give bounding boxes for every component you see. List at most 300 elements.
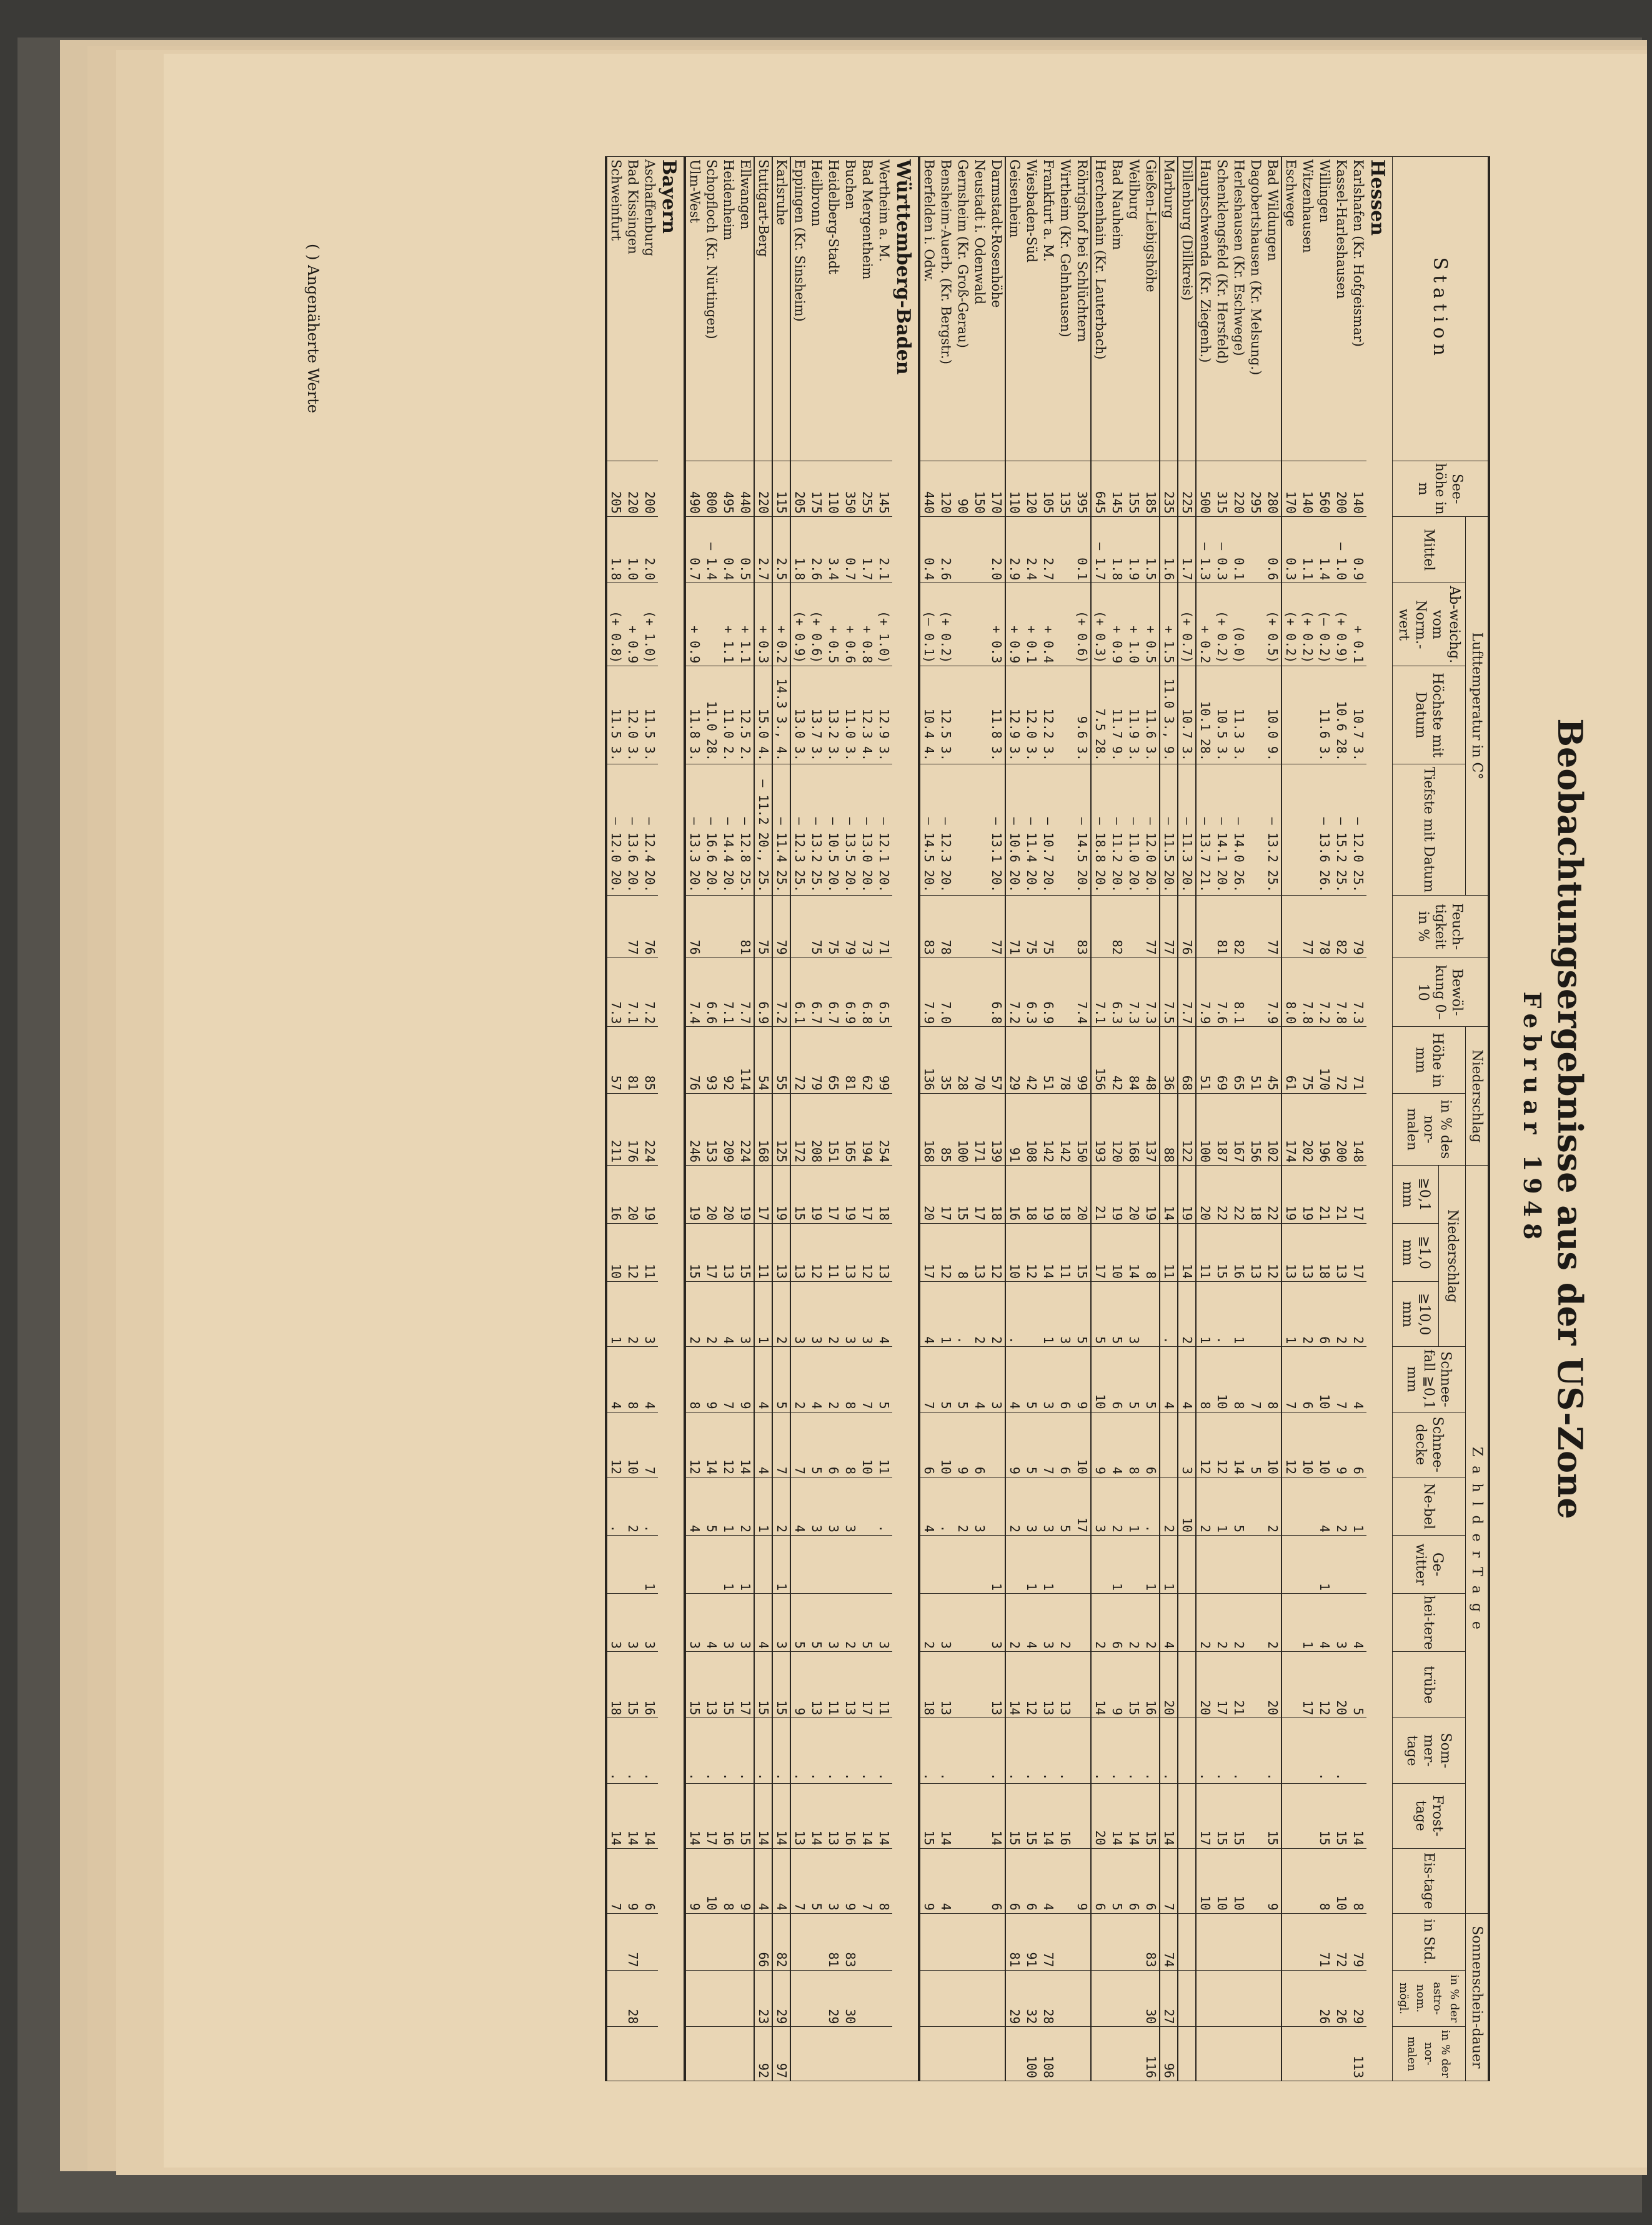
station-name: Herchenhain (Kr. Lauterbach) — [1091, 157, 1108, 461]
table-cell — [1073, 1718, 1091, 1783]
table-cell: 4 — [1316, 1477, 1333, 1535]
table-cell — [1057, 666, 1073, 764]
table-cell: 100 — [1196, 1093, 1213, 1165]
table-cell: 13 — [842, 1652, 858, 1718]
table-cell: 167 — [1230, 1093, 1247, 1165]
table-cell: . — [1213, 1718, 1230, 1783]
table-cell: 15 — [685, 1224, 703, 1282]
table-cell: 14 — [606, 1783, 624, 1848]
table-cell — [875, 1970, 892, 2027]
table-cell: 81 — [737, 896, 754, 958]
table-cell — [703, 1970, 720, 2027]
table-row — [1316, 157, 1333, 2081]
table-cell: 51 — [1196, 1027, 1213, 1093]
table-cell: 14 — [703, 1412, 720, 1477]
table-cell: 1 — [1040, 1535, 1057, 1593]
table-cell — [685, 1970, 703, 2027]
table-cell: 255 — [858, 461, 875, 517]
table-cell: 5 — [790, 1594, 808, 1652]
table-cell: . — [1142, 1477, 1160, 1535]
table-cell: 4 — [1350, 1594, 1366, 1652]
table-cell: 26 — [1316, 1970, 1333, 2027]
table-cell: 1 — [1040, 1282, 1057, 1347]
page-subtitle: Februar 1948 — [1518, 991, 1546, 1246]
table-cell: + 0.9 — [685, 583, 703, 666]
table-cell: 4 — [720, 1282, 737, 1347]
table-cell: + 1.0 — [1125, 583, 1142, 666]
table-cell: . — [919, 1718, 937, 1783]
table-cell — [937, 1535, 954, 1593]
table-cell: 12 — [988, 1224, 1005, 1282]
table-cell: 8 — [685, 1347, 703, 1412]
table-cell — [971, 1848, 988, 1913]
table-cell: 7.3 — [1350, 958, 1366, 1027]
table-cell: 11 — [754, 1224, 772, 1282]
table-cell: — 11.2 20. — [1108, 764, 1125, 895]
table-cell: 42 — [1108, 1027, 1125, 1093]
table-cell: 7.1 — [1091, 958, 1108, 1027]
table-cell: 2.6 — [937, 517, 954, 583]
table-row — [1091, 157, 1108, 2081]
table-cell: — 13.2 25. — [1264, 764, 1281, 895]
table-cell: 7.8 — [1299, 958, 1316, 1027]
col-sonne-std: in Std. — [1393, 1913, 1466, 1970]
table-row — [1142, 157, 1160, 2081]
table-row — [1213, 157, 1230, 2081]
table-cell: 74 — [1160, 1913, 1178, 1970]
table-cell: 82 — [772, 1913, 790, 1970]
table-cell: . — [641, 1718, 658, 1783]
table-cell: 14 — [1005, 1652, 1023, 1718]
table-cell: 150 — [1073, 1093, 1091, 1165]
table-cell: 12 — [1281, 1412, 1299, 1477]
table-cell: — 12.0 20. — [1142, 764, 1160, 895]
table-cell: 7.3 — [1125, 958, 1142, 1027]
table-cell: 7.2 — [641, 958, 658, 1027]
table-cell — [1125, 2027, 1142, 2081]
table-cell — [1196, 896, 1213, 958]
table-cell — [1299, 1535, 1316, 1593]
table-cell — [606, 1535, 624, 1593]
table-cell: 15 — [1023, 1783, 1040, 1848]
table-cell: 10 — [1108, 1224, 1125, 1282]
table-cell: 187 — [1213, 1093, 1230, 1165]
table-cell: 3 — [641, 1594, 658, 1652]
table-cell: (+ 0.6) — [808, 583, 825, 666]
table-cell: . — [1160, 1718, 1178, 1783]
table-cell — [858, 1535, 875, 1593]
table-cell: 315 — [1213, 461, 1230, 517]
table-cell: 20 — [1333, 1652, 1350, 1718]
table-cell: 6 — [1108, 1347, 1125, 1412]
table-cell: 8 — [842, 1347, 858, 1412]
table-cell — [1057, 517, 1073, 583]
table-cell: 7.3 — [1142, 958, 1160, 1027]
table-row — [1108, 157, 1125, 2081]
table-cell: 99 — [875, 1027, 892, 1093]
table-cell: 1 — [606, 1282, 624, 1347]
table-cell: 9 — [954, 1412, 971, 1477]
table-cell: 77 — [988, 896, 1005, 958]
table-cell — [954, 1913, 971, 1970]
col-group-zahl-der-tage: Z a h l d e r T a g e — [1466, 1166, 1490, 1914]
table-cell: 79 — [808, 1027, 825, 1093]
table-cell: 8 — [1316, 1848, 1333, 1913]
table-cell: 2 — [825, 1282, 842, 1347]
table-cell: 6.7 — [825, 958, 842, 1027]
table-cell — [1299, 1848, 1316, 1913]
table-cell: 5 — [1057, 1477, 1073, 1535]
table-cell: . — [737, 1718, 754, 1783]
table-cell: 2.9 — [1005, 517, 1023, 583]
table-row — [1178, 157, 1196, 2081]
table-cell: 13 — [1333, 1224, 1350, 1282]
table-cell: 6 — [1316, 1282, 1333, 1347]
table-cell: 2 — [772, 1282, 790, 1347]
table-cell: + 0.5 — [1142, 583, 1160, 666]
table-cell: 1 — [1316, 1535, 1333, 1593]
table-cell: — 11.2 20., 25. — [754, 764, 772, 895]
table-cell: 10.7 3. — [1178, 666, 1196, 764]
table-cell: 6 — [1023, 1848, 1040, 1913]
table-cell — [1247, 1477, 1264, 1535]
table-cell — [1299, 1913, 1316, 1970]
table-cell: 6 — [1108, 1594, 1125, 1652]
table-cell: 1 — [1108, 1535, 1125, 1593]
table-cell: . — [772, 1718, 790, 1783]
table-row — [1040, 157, 1057, 2081]
table-row — [954, 157, 971, 2081]
table-cell: 2 — [737, 1477, 754, 1535]
station-name: Willingen — [1316, 157, 1333, 461]
table-cell: 0.7 — [842, 517, 858, 583]
table-cell: 2 — [1178, 1282, 1196, 1347]
table-cell: 10.6 28. — [1333, 666, 1350, 764]
table-cell: 11.5 3. — [606, 666, 624, 764]
table-cell: (+ 0.8) — [606, 583, 624, 666]
table-cell: 7.2 — [772, 958, 790, 1027]
station-name: Neustadt i. Odenwald — [971, 157, 988, 461]
table-row — [808, 157, 825, 2081]
table-cell: 17 — [1213, 1652, 1230, 1718]
table-cell — [954, 1594, 971, 1652]
table-cell — [971, 1652, 988, 1718]
table-row — [988, 157, 1005, 2081]
table-cell: 1.8 — [606, 517, 624, 583]
table-cell: 12 — [937, 1224, 954, 1282]
table-cell: 4 — [1350, 1347, 1366, 1412]
table-cell: 77 — [624, 1913, 641, 1970]
table-cell: 29 — [825, 1970, 842, 2027]
table-cell: + 0.5 — [825, 583, 842, 666]
table-cell: 171 — [971, 1093, 988, 1165]
table-row — [624, 157, 641, 2081]
table-cell: 4 — [1178, 1347, 1196, 1412]
table-cell: . — [1108, 1718, 1125, 1783]
table-cell: 3.4 — [825, 517, 842, 583]
table-cell: 10 — [1005, 1224, 1023, 1282]
table-cell: 4 — [919, 1282, 937, 1347]
table-cell — [641, 1913, 658, 1970]
table-cell: 9 — [1073, 1347, 1091, 1412]
table-cell: 57 — [988, 1027, 1005, 1093]
table-cell — [1213, 1913, 1230, 1970]
table-cell: 78 — [937, 896, 954, 958]
table-cell — [1247, 666, 1264, 764]
table-cell — [1213, 1970, 1230, 2027]
station-name: Röhrigshof bei Schlüchtern — [1073, 157, 1091, 461]
table-cell: 3 — [825, 1848, 842, 1913]
table-row — [772, 157, 790, 2081]
table-cell: 8 — [842, 1412, 858, 1477]
table-cell: 76 — [685, 896, 703, 958]
table-cell: 15 — [1073, 1224, 1091, 1282]
table-cell: + 0.1 — [1350, 583, 1366, 666]
table-cell: 7.8 — [1333, 958, 1350, 1027]
table-cell — [1108, 1970, 1125, 2027]
table-cell: 645 — [1091, 461, 1108, 517]
table-cell: 6 — [1057, 1412, 1073, 1477]
table-cell — [1333, 1535, 1350, 1593]
table-cell: 20 — [1073, 1166, 1091, 1224]
table-cell: 7 — [1247, 1347, 1264, 1412]
table-cell: 7.9 — [1196, 958, 1213, 1027]
table-cell: 490 — [685, 461, 703, 517]
table-cell: 6.3 — [1108, 958, 1125, 1027]
table-cell: — 12.3 25. — [790, 764, 808, 895]
table-cell: 12.2 3. — [1040, 666, 1057, 764]
table-cell: 1 — [754, 1282, 772, 1347]
table-cell: 205 — [606, 461, 624, 517]
table-cell: 14 — [685, 1783, 703, 1848]
table-cell: 75 — [754, 896, 772, 958]
table-cell: (+ 0.3) — [1091, 583, 1108, 666]
table-cell: 79 — [1350, 1913, 1366, 1970]
table-cell — [971, 896, 988, 958]
table-body — [606, 157, 1393, 2081]
table-cell: 28 — [1040, 1970, 1057, 2027]
table-cell: 27 — [1160, 1970, 1178, 2027]
table-cell — [919, 1970, 937, 2027]
table-cell: 17 — [858, 1652, 875, 1718]
table-cell: 193 — [1091, 1093, 1108, 1165]
table-cell: 13.0 3. — [790, 666, 808, 764]
table-cell: 18 — [919, 1652, 937, 1718]
table-cell: — 13.3 20. — [685, 764, 703, 895]
table-cell: — 15.2 25. — [1333, 764, 1350, 895]
table-cell: 4 — [1005, 1347, 1023, 1412]
table-cell: 13 — [1057, 1652, 1073, 1718]
table-cell: (+ 0.2) — [1213, 583, 1230, 666]
table-cell — [737, 2027, 754, 2081]
table-cell: 51 — [1247, 1027, 1264, 1093]
table-cell: 76 — [641, 896, 658, 958]
col-tiefste: Tiefste mit Datum — [1393, 764, 1466, 895]
table-cell — [1196, 1913, 1213, 1970]
table-cell: 176 — [624, 1093, 641, 1165]
table-cell: 2 — [624, 1477, 641, 1535]
table-cell — [919, 1913, 937, 1970]
table-cell: (+ 0.2) — [1281, 583, 1299, 666]
table-cell: 77 — [1264, 896, 1281, 958]
table-cell — [1247, 1848, 1264, 1913]
table-cell: 3 — [624, 1594, 641, 1652]
station-name: Dagobertshausen (Kr. Melsung.) — [1247, 157, 1264, 461]
table-row — [858, 157, 875, 2081]
table-cell: 30 — [1142, 1970, 1160, 2027]
table-cell: 4 — [606, 1347, 624, 1412]
col-gewitter: Ge-witter — [1393, 1535, 1466, 1593]
table-cell: . — [1125, 1718, 1142, 1783]
table-cell: 81 — [624, 1027, 641, 1093]
table-cell: 6 — [971, 1412, 988, 1477]
table-cell: 29 — [1350, 1970, 1366, 2027]
station-name: Witzenhausen — [1299, 157, 1316, 461]
table-cell — [624, 1535, 641, 1593]
table-cell: 21 — [1316, 1166, 1333, 1224]
table-cell: 100 — [954, 1093, 971, 1165]
table-cell: 17 — [937, 1166, 954, 1224]
table-cell: 21 — [1091, 1166, 1108, 1224]
table-cell: — 11.4 20. — [1023, 764, 1040, 895]
table-cell — [1247, 896, 1264, 958]
table-cell: 71 — [1005, 896, 1023, 958]
table-cell: 15 — [624, 1652, 641, 1718]
table-cell: 14 — [737, 1412, 754, 1477]
table-cell: 1 — [988, 1535, 1005, 1593]
col-n10: ≧1,0 mm — [1393, 1224, 1439, 1282]
table-cell: 11.9 3. — [1125, 666, 1142, 764]
table-cell: . — [1196, 1718, 1213, 1783]
table-cell: 1.4 — [1316, 517, 1333, 583]
table-cell — [606, 896, 624, 958]
table-cell: 12.5 2. — [737, 666, 754, 764]
table-row — [1160, 157, 1178, 2081]
table-cell: 0.1 — [1073, 517, 1091, 583]
table-cell: 68 — [1178, 1027, 1196, 1093]
table-cell: 7 — [1281, 1347, 1299, 1412]
table-cell: 18 — [1057, 1166, 1073, 1224]
table-cell: + 0.6 — [842, 583, 858, 666]
table-cell: 11 — [1057, 1224, 1073, 1282]
table-cell: 2 — [954, 1477, 971, 1535]
table-cell: 6 — [1142, 1848, 1160, 1913]
table-cell: 19 — [737, 1166, 754, 1224]
table-cell: 120 — [1108, 1093, 1125, 1165]
table-cell: 145 — [875, 461, 892, 517]
station-name: Schweinfurt — [606, 157, 624, 461]
table-cell: 1.6 — [1160, 517, 1178, 583]
table-cell: 45 — [1264, 1027, 1281, 1093]
table-cell — [954, 896, 971, 958]
table-cell: 4 — [808, 1347, 825, 1412]
table-cell: 0.9 — [1350, 517, 1366, 583]
table-cell — [1247, 1718, 1264, 1783]
col-bewoelkung: Bewöl-kung 0–10 — [1393, 958, 1490, 1027]
table-cell: 75 — [1299, 1027, 1316, 1093]
table-cell: 108 — [1040, 2027, 1057, 2081]
table-cell: 125 — [772, 1093, 790, 1165]
table-cell: 2 — [703, 1282, 720, 1347]
table-cell: 6.9 — [754, 958, 772, 1027]
table-cell: 2 — [1057, 1594, 1073, 1652]
table-cell: 3 — [808, 1477, 825, 1535]
table-cell — [1264, 1535, 1281, 1593]
table-cell: 4 — [685, 1477, 703, 1535]
table-cell: 10 — [1230, 1848, 1247, 1913]
table-cell: 11.3 3. — [1230, 666, 1247, 764]
table-cell: 10.5 3. — [1213, 666, 1230, 764]
table-cell — [971, 1783, 988, 1848]
table-cell — [1213, 2027, 1230, 2081]
table-cell: . — [937, 1477, 954, 1535]
table-cell: 12.9 3. — [1005, 666, 1023, 764]
col-niederschlag-hoehe: Höhe in mm — [1393, 1027, 1466, 1093]
table-cell: 21 — [1333, 1166, 1350, 1224]
table-cell: 7.0 — [937, 958, 954, 1027]
table-cell: 55 — [772, 1027, 790, 1093]
table-cell: 6.5 — [875, 958, 892, 1027]
table-cell — [954, 583, 971, 666]
table-cell: — 13.0 20. — [858, 764, 875, 895]
table-cell: 120 — [1023, 461, 1040, 517]
table-cell: 2 — [1005, 1594, 1023, 1652]
col-niederschlag-prozent: in % des nor-malen — [1393, 1093, 1466, 1165]
table-cell: 1 — [1196, 1282, 1213, 1347]
table-cell: 5 — [1023, 1347, 1040, 1412]
table-row — [703, 157, 720, 2081]
table-cell: — 14.1 20. — [1213, 764, 1230, 895]
table-cell: 4 — [754, 1848, 772, 1913]
table-cell — [954, 1535, 971, 1593]
table-cell: 23 — [754, 1970, 772, 2027]
col-seehoehe: See-höhe in m — [1393, 461, 1490, 517]
table-cell — [971, 1594, 988, 1652]
table-cell: 18 — [1023, 1166, 1040, 1224]
table-cell — [1057, 583, 1073, 666]
table-cell: — 1.3 — [1196, 517, 1213, 583]
table-cell — [641, 2027, 658, 2081]
page-title: Beobachtungsergebnisse aus der US-Zone — [1550, 718, 1590, 1519]
table-cell — [606, 1913, 624, 1970]
table-cell: 3 — [1040, 1594, 1057, 1652]
table-row — [971, 157, 988, 2081]
table-row — [790, 157, 808, 2081]
table-cell: 81 — [825, 1913, 842, 1970]
region-name: Hessen — [1366, 157, 1393, 2081]
table-cell: 79 — [842, 896, 858, 958]
table-cell: 13 — [1247, 1224, 1264, 1282]
table-cell: 20 — [720, 1166, 737, 1224]
col-sommertage: Som-mer-tage — [1393, 1718, 1466, 1783]
table-cell — [754, 1535, 772, 1593]
table-cell: 12 — [1023, 1224, 1040, 1282]
table-cell: 81 — [1213, 896, 1230, 958]
table-cell: 11 — [875, 1412, 892, 1477]
table-cell: — 12.1 20. — [875, 764, 892, 895]
table-cell — [858, 2027, 875, 2081]
table-cell — [1178, 1913, 1196, 1970]
col-mittel: Mittel — [1393, 517, 1466, 583]
table-row — [919, 157, 937, 2081]
table-cell: 17 — [703, 1224, 720, 1282]
table-cell: 77 — [1142, 896, 1160, 958]
table-cell: . — [641, 1477, 658, 1535]
table-cell: 11 — [875, 1652, 892, 1718]
table-cell: 5 — [954, 1347, 971, 1412]
table-cell — [1178, 1535, 1196, 1593]
table-cell: 17 — [754, 1166, 772, 1224]
